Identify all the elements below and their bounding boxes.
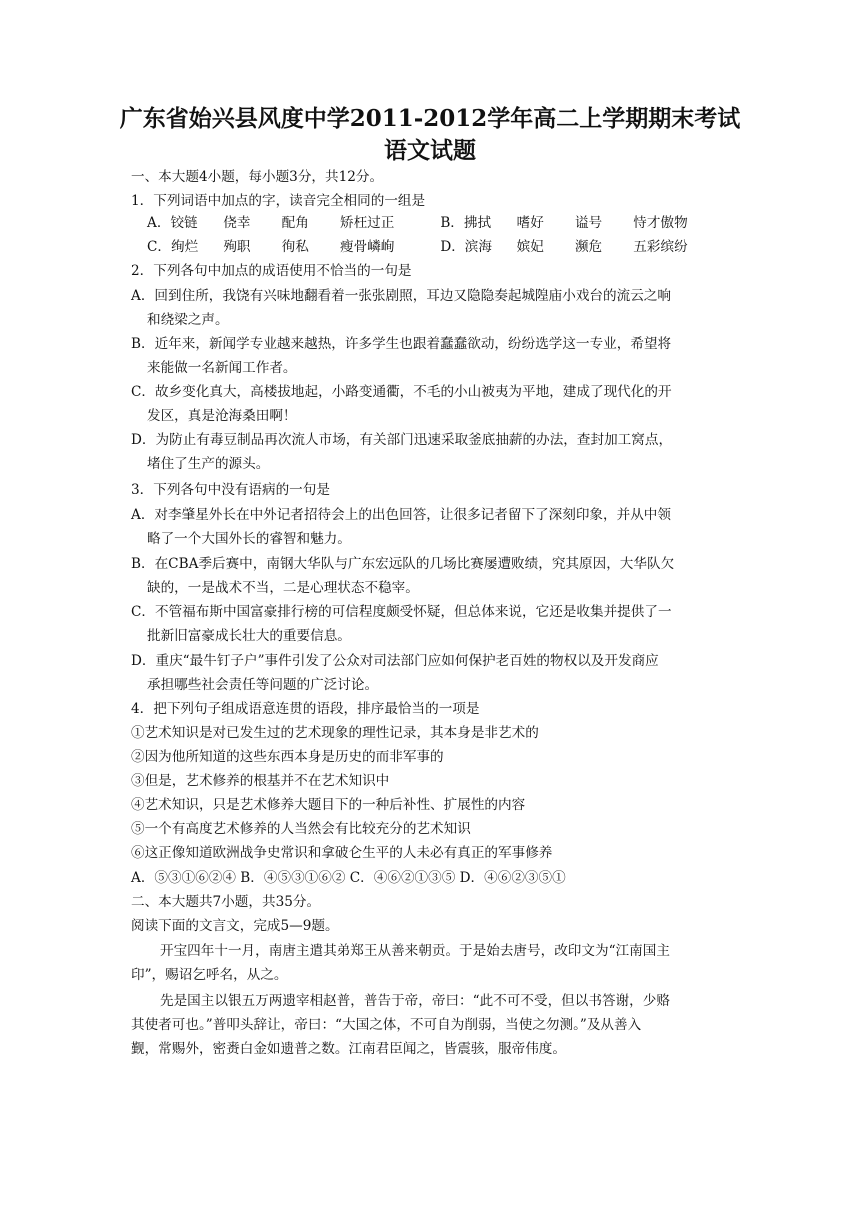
q3-option-a-line2: 略了一个大国外长的睿智和魅力。	[147, 531, 351, 547]
q1-option-b-term1: B．拂拭	[440, 215, 492, 231]
q1-option-b-term4: 恃才傲物	[633, 215, 688, 231]
question-1-options-ab	[147, 211, 688, 235]
section-1-heading: 一、本大题4小题，每小题3分，共12分。	[131, 169, 384, 185]
question-1-options-cd	[147, 235, 688, 259]
reading-instructions: 阅读下面的文言文，完成5—9题。	[131, 918, 339, 934]
q3-option-d-line2: 承担哪些社会责任等问题的广泛讨论。	[147, 677, 379, 693]
question-4-stem: 4．把下列句子组成语意连贯的语段，排序最恰当的一项是	[131, 701, 480, 717]
q1-option-c-term3: 徇私	[281, 239, 309, 255]
q1-option-d-term1: D．滨海	[440, 239, 492, 255]
passage-p2-line2: 其使者可也。”普叩头辞让，帝曰：“大国之体，不可自为削弱，当使之勿测。”及从善入	[131, 1017, 642, 1033]
q1-option-b-term2: 嗜好	[516, 215, 544, 231]
q1-option-c-term4: 瘦骨嶙峋	[339, 239, 395, 255]
q2-option-a-line1: A．回到住所，我饶有兴味地翻看着一张张剧照，耳边又隐隐奏起城隍庙小戏台的流云之响	[131, 288, 671, 304]
question-3-stem: 3．下列各句中没有语病的一句是	[131, 482, 330, 498]
q4-sentence-6: ⑥这正像知道欧洲战争史常识和拿破仑生平的人未必有真正的军事修养	[131, 845, 553, 861]
q4-sentence-3: ③但是，艺术修养的根基并不在艺术知识中	[131, 773, 390, 789]
q3-option-b-line1: B．在CBA季后赛中，南钢大华队与广东宏远队的几场比赛屡遭败绩，究其原因，大华队欠	[131, 556, 675, 572]
q2-option-d-line1: D．为防止有毒豆制品再次流人市场，有关部门迅速采取釜底抽薪的办法，查封加工窝点，	[131, 432, 673, 448]
q1-option-c-term1: C．绚烂	[147, 239, 199, 255]
q3-option-a-line1: A．对李肇星外长在中外记者招待会上的出色回答，让很多记者留下了深刻印象，并从中领	[131, 507, 671, 523]
q1-option-d-term3: 濒危	[574, 239, 603, 255]
passage-p2-line1: 先是国主以银五万两遗宰相赵普，普告于帝，帝曰：“此不可不受，但以书答谢，少赂	[160, 993, 670, 1009]
q3-option-b-line2: 缺的，一是战术不当，二是心理状态不稳宰。	[147, 580, 419, 596]
q2-option-d-line2: 堵住了生产的源头。	[147, 456, 270, 472]
q3-option-d-line1: D．重庆“最牛钉子户”事件引发了公众对司法部门应如何保护老百姓的物权以及开发商应	[131, 653, 659, 669]
q4-answer-options: A．⑤③①⑥②④ B．④⑤③①⑥② C．④⑥②①③⑤ D．④⑥②③⑤①	[131, 870, 566, 886]
q1-option-a-term2: 侥幸	[223, 215, 251, 231]
q1-option-a-term1: A．铰链	[147, 215, 198, 231]
question-2-stem: 2．下列各句中加点的成语使用不恰当的一句是	[131, 263, 412, 279]
q1-option-c-term2: 殉职	[223, 239, 251, 255]
q2-option-c-line1: C．故乡变化真大，高楼拔地起，小路变通衢，不毛的小山被夷为平地，建成了现代化的开	[131, 384, 672, 400]
q2-option-a-line2: 和绕梁之声。	[147, 312, 229, 328]
q4-sentence-4: ④艺术知识，只是艺术修养大题目下的一种后补性、扩展性的内容	[131, 797, 526, 813]
q2-option-c-line2: 发区，真是沧海桑田啊！	[147, 408, 297, 424]
q1-option-a-term3: 配角	[281, 215, 309, 231]
question-1-stem: 1．下列词语中加点的字，读音完全相同的一组是	[131, 193, 426, 209]
passage-p1-line1: 开宝四年十一月，南唐主遣其弟郑王从善来朝贡。于是始去唐号，改印文为“江南国主	[160, 943, 670, 959]
q3-option-c-line2: 批新旧富豪成长壮大的重要信息。	[147, 628, 351, 644]
section-2-heading: 二、本大题共7小题，共35分。	[131, 894, 321, 910]
exam-subtitle: 语文试题	[384, 137, 476, 164]
passage-p2-line3: 觐，常赐外，密赉白金如遗普之数。江南君臣闻之，皆震骇，服帝伟度。	[131, 1041, 566, 1057]
passage-p1-line2: 印”，赐诏乞呼名，从之。	[131, 967, 288, 983]
q1-option-d-term2: 嫔妃	[516, 239, 544, 255]
q1-option-a-term4: 矫枉过正	[339, 215, 395, 231]
q4-sentence-2: ②因为他所知道的这些东西本身是历史的而非军事的	[131, 749, 444, 765]
q2-option-b-line1: B．近年来，新闻学专业越来越热，许多学生也跟着蠢蠢欲动，纷纷选学这一专业，希望将	[131, 336, 672, 352]
exam-title: 广东省始兴县风度中学2011-2012学年高二上学期期末考试	[119, 105, 741, 132]
q1-option-d-term4: 五彩缤纷	[633, 239, 688, 255]
q4-sentence-1: ①艺术知识是对已发生过的艺术现象的理性记录，其本身是非艺术的	[131, 725, 539, 741]
q1-option-b-term3: 谥号	[574, 215, 603, 231]
q2-option-b-line2: 来能做一名新闻工作者。	[147, 360, 297, 376]
q4-sentence-5: ⑤一个有高度艺术修养的人当然会有比较充分的艺术知识	[131, 821, 471, 837]
q3-option-c-line1: C．不管福布斯中国富豪排行榜的可信程度颇受怀疑，但总体来说，它还是收集并提供了一	[131, 604, 672, 620]
